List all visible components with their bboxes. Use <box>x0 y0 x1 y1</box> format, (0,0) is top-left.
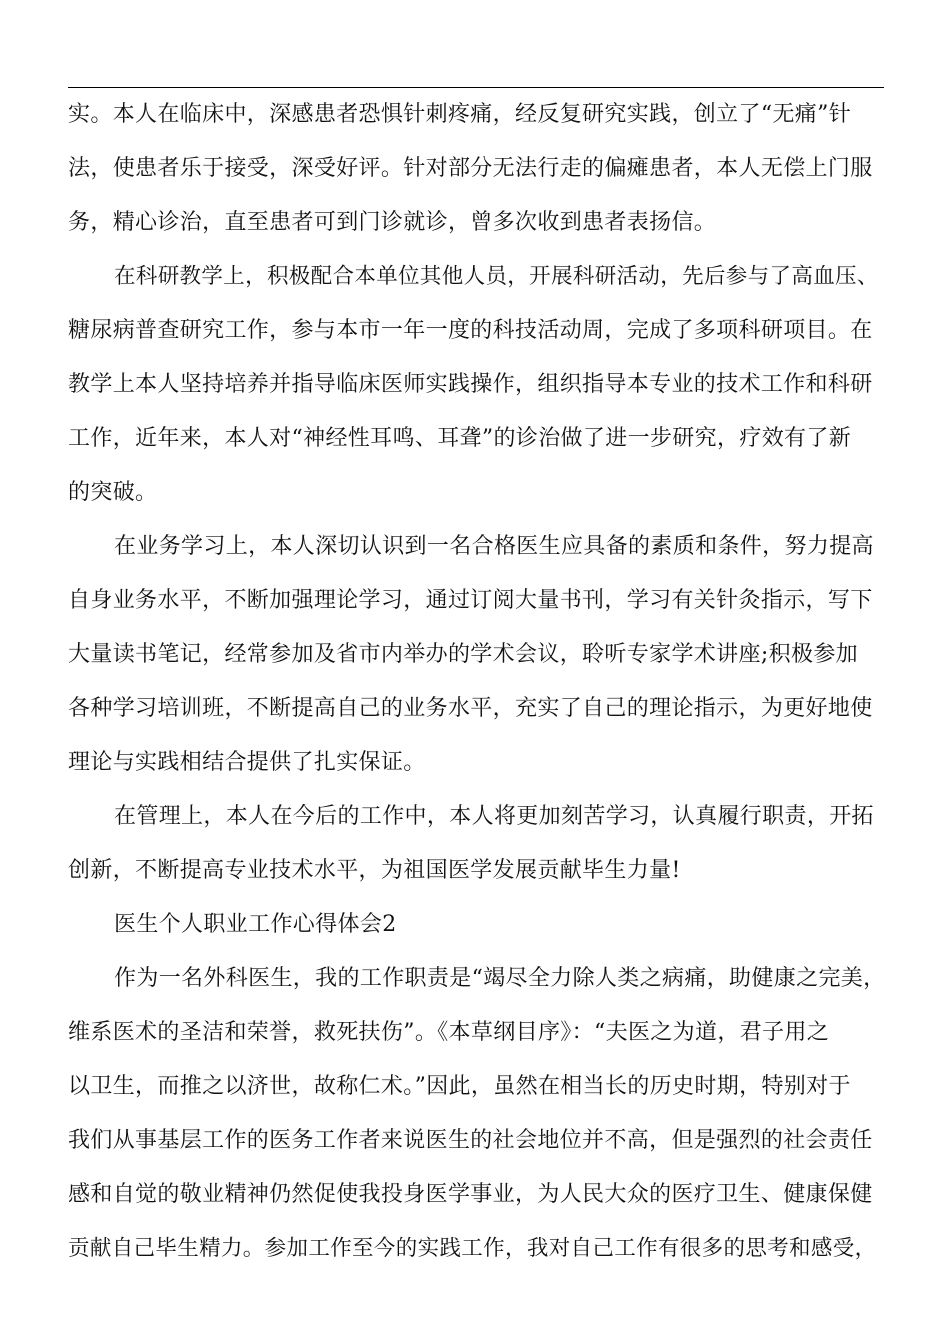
paragraph-start-line: 在科研教学上，积极配合本单位其他人员，开展科研活动，先后参与了高血压、 <box>114 264 879 289</box>
section-heading: 医生个人职业工作心得体会2 <box>114 912 397 937</box>
text-line: 以卫生，而推之以济世，故称仁术。”因此，虽然在相当长的历史时期，特别对于 <box>68 1074 851 1099</box>
paragraph-start-line: 在业务学习上，本人深切认识到一名合格医生应具备的素质和条件，努力提高 <box>114 534 874 559</box>
text-line: 法，使患者乐于接受，深受好评。针对部分无法行走的偏瘫患者，本人无偿上门服 <box>68 156 873 181</box>
text-line: 创新，不断提高专业技术水平，为祖国医学发展贡献毕生力量! <box>68 858 681 883</box>
text-line: 工作，近年来，本人对“神经性耳鸣、耳聋”的诊治做了进一步研究，疗效有了新 <box>68 426 852 451</box>
document-body <box>68 88 888 1276</box>
text-line: 自身业务水平，不断加强理论学习，通过订阅大量书刊，学习有关针灸指示，写下 <box>68 588 873 613</box>
text-line: 贡献自己毕生精力。参加工作至今的实践工作，我对自己工作有很多的思考和感受， <box>68 1236 877 1261</box>
text-line: 糖尿病普查研究工作，参与本市一年一度的科技活动周，完成了多项科研项目。在 <box>68 318 873 343</box>
text-line: 维系医术的圣洁和荣誉，救死扶伤”。《本草纲目序》：“夫医之为道，君子用之 <box>68 1020 830 1045</box>
text-line: 教学上本人坚持培养并指导临床医师实践操作，组织指导本专业的技术工作和科研 <box>68 372 873 397</box>
text-line: 实。本人在临床中，深感患者恐惧针刺疼痛，经反复研究实践，创立了“无痛”针 <box>68 102 852 127</box>
text-line: 感和自觉的敬业精神仍然促使我投身医学事业，为人民大众的医疗卫生、健康保健 <box>68 1182 873 1207</box>
text-line: 我们从事基层工作的医务工作者来说医生的社会地位并不高，但是强烈的社会责任 <box>68 1128 873 1153</box>
text-line: 务，精心诊治，直至患者可到门诊就诊，曾多次收到患者表扬信。 <box>68 210 717 235</box>
text-line: 各种学习培训班，不断提高自己的业务水平，充实了自己的理论指示，为更好地使 <box>68 696 873 721</box>
text-line: 的突破。 <box>68 480 158 505</box>
paragraph-start-line: 作为一名外科医生，我的工作职责是“竭尽全力除人类之病痛，助健康之完美， <box>114 966 886 991</box>
paragraph-start-line: 在管理上，本人在今后的工作中，本人将更加刻苦学习，认真履行职责，开拓 <box>114 804 874 829</box>
text-line: 大量读书笔记，经常参加及省市内举办的学术会议，聆听专家学术讲座;积极参加 <box>68 642 859 667</box>
text-line: 理论与实践相结合提供了扎实保证。 <box>68 750 426 775</box>
